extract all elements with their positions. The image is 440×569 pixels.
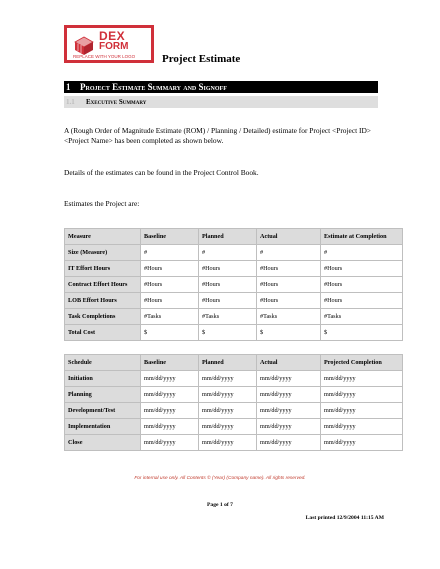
logo-brand-line1: DEX [99, 29, 126, 43]
subsection-label: Executive Summary [86, 98, 147, 106]
estimate-intro-paragraph: A (Rough Order of Magnitude Estimate (ROM) / Planning / Detailed) estimate for Project <Project ID> <Project Name> has been completed as shown below. [64, 126, 371, 145]
table-row [65, 277, 403, 293]
table-row [65, 387, 403, 403]
table-row [65, 435, 403, 451]
table-cell[interactable]: # [321, 245, 403, 261]
table-cell[interactable]: mm/dd/yyyy [141, 403, 199, 419]
table-cell[interactable]: #Hours [199, 277, 257, 293]
row-label: Initiation [65, 371, 141, 387]
column-header: Planned [199, 355, 257, 371]
column-header: Actual [257, 355, 321, 371]
row-label: Close [65, 435, 141, 451]
table-cell[interactable]: #Hours [257, 277, 321, 293]
column-header: Baseline [141, 229, 199, 245]
table-row [65, 261, 403, 277]
table-cell[interactable]: mm/dd/yyyy [141, 387, 199, 403]
table-cell[interactable]: # [199, 245, 257, 261]
row-label: Size (Measure) [65, 245, 141, 261]
column-header: Projected Completion [321, 355, 403, 371]
column-header: Schedule [65, 355, 141, 371]
table-cell[interactable]: mm/dd/yyyy [199, 371, 257, 387]
table-cell[interactable]: #Tasks [199, 309, 257, 325]
table-row [65, 309, 403, 325]
table-row [65, 403, 403, 419]
schedule-table [64, 354, 403, 451]
table-cell[interactable]: mm/dd/yyyy [199, 419, 257, 435]
table-cell[interactable]: # [257, 245, 321, 261]
table-cell[interactable]: #Hours [257, 261, 321, 277]
table-cell[interactable]: mm/dd/yyyy [321, 419, 403, 435]
table-row [65, 325, 403, 341]
row-label: Implementation [65, 419, 141, 435]
table-cell[interactable]: mm/dd/yyyy [141, 435, 199, 451]
table-cell[interactable]: mm/dd/yyyy [199, 435, 257, 451]
table-cell[interactable]: mm/dd/yyyy [257, 403, 321, 419]
column-header: Baseline [141, 355, 199, 371]
section-number: 1 [66, 82, 71, 92]
section-heading-1 [64, 81, 378, 93]
last-printed-stamp: Last printed 12/9/2004 11:15 AM [305, 515, 384, 521]
copyright-note: For internal use only. All Contents © (Year) (Company name). All rights reserved. [134, 476, 306, 481]
table-cell[interactable]: mm/dd/yyyy [257, 435, 321, 451]
table-header-row [65, 229, 403, 245]
company-logo [64, 25, 154, 63]
row-label: Development/Test [65, 403, 141, 419]
table-cell[interactable]: #Tasks [141, 309, 199, 325]
section-label: Project Estimate Summary and Signoff [80, 82, 227, 92]
table-header-row [65, 355, 403, 371]
document-title: Project Estimate [162, 53, 241, 65]
table-row [65, 293, 403, 309]
box-logo-icon [73, 34, 95, 56]
table-cell[interactable]: #Hours [141, 261, 199, 277]
table-cell[interactable]: #Tasks [257, 309, 321, 325]
table-row [65, 245, 403, 261]
table-cell[interactable]: #Tasks [321, 309, 403, 325]
column-header: Estimate at Completion [321, 229, 403, 245]
table-cell[interactable]: #Hours [199, 293, 257, 309]
column-header: Actual [257, 229, 321, 245]
row-label: LOB Effort Hours [65, 293, 141, 309]
table-row [65, 419, 403, 435]
section-heading-1-1 [64, 96, 378, 108]
table-cell[interactable]: #Hours [321, 261, 403, 277]
table-cell[interactable]: mm/dd/yyyy [257, 371, 321, 387]
row-label: Task Completions [65, 309, 141, 325]
estimate-measures-table [64, 228, 403, 341]
table-cell[interactable]: mm/dd/yyyy [257, 419, 321, 435]
column-header: Planned [199, 229, 257, 245]
column-header: Measure [65, 229, 141, 245]
row-label: Total Cost [65, 325, 141, 341]
table-cell[interactable]: mm/dd/yyyy [321, 387, 403, 403]
table-cell[interactable]: $ [141, 325, 199, 341]
table-cell[interactable]: #Hours [141, 293, 199, 309]
table-cell[interactable]: $ [199, 325, 257, 341]
table-cell[interactable]: mm/dd/yyyy [321, 435, 403, 451]
row-label: Planning [65, 387, 141, 403]
table-cell[interactable]: mm/dd/yyyy [199, 403, 257, 419]
table-cell[interactable]: mm/dd/yyyy [199, 387, 257, 403]
estimate-lead-paragraph: Estimates the Project are: [64, 199, 140, 208]
subsection-number: 1.1 [66, 98, 75, 106]
page-number: Page 1 of 7 [207, 502, 233, 508]
table-cell[interactable]: $ [321, 325, 403, 341]
table-cell[interactable]: #Hours [257, 293, 321, 309]
logo-brand-line2: FORM [99, 41, 129, 52]
table-cell[interactable]: mm/dd/yyyy [141, 371, 199, 387]
table-cell[interactable]: mm/dd/yyyy [321, 371, 403, 387]
table-cell[interactable]: #Hours [141, 277, 199, 293]
table-cell[interactable]: #Hours [199, 261, 257, 277]
table-cell[interactable]: mm/dd/yyyy [321, 403, 403, 419]
table-cell[interactable]: #Hours [321, 277, 403, 293]
table-cell[interactable]: $ [257, 325, 321, 341]
table-row [65, 371, 403, 387]
table-cell[interactable]: # [141, 245, 199, 261]
table-cell[interactable]: mm/dd/yyyy [257, 387, 321, 403]
table-cell[interactable]: #Hours [321, 293, 403, 309]
logo-tagline: REPLACE WITH YOUR LOGO [73, 54, 136, 59]
row-label: IT Effort Hours [65, 261, 141, 277]
table-cell[interactable]: mm/dd/yyyy [141, 419, 199, 435]
row-label: Contract Effort Hours [65, 277, 141, 293]
estimate-details-paragraph: Details of the estimates can be found in the Project Control Book. [64, 168, 259, 177]
